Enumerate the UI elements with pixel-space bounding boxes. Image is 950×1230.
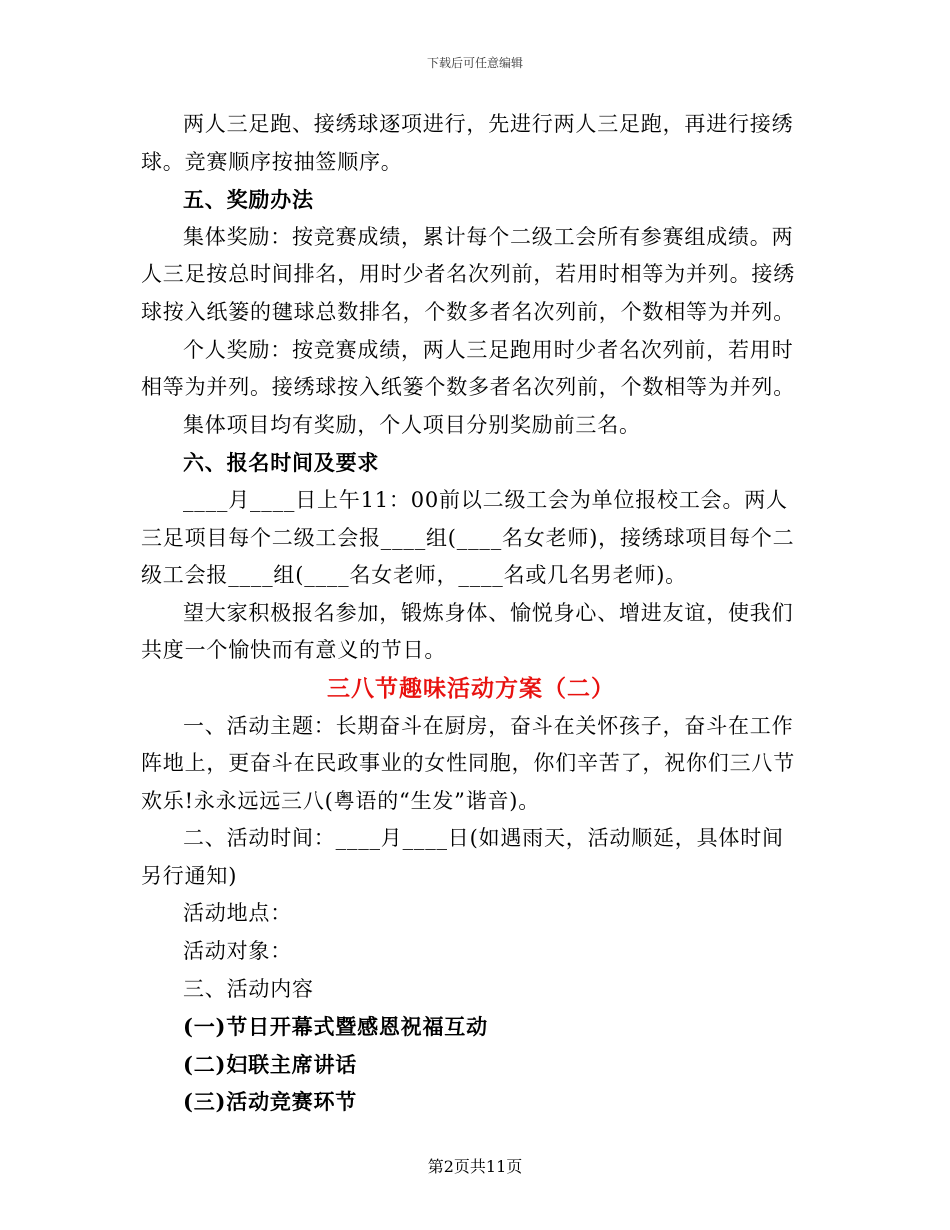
- page-header: 下载后可任意编辑: [426, 56, 523, 70]
- heading-activity-content: 三、活动内容: [183, 976, 314, 1001]
- paragraph-competition-order: 两人三足跑、接绣球逐项进行，先进行两人三足跑，再进行接绣球。竞赛顺序按抽签顺序。: [141, 112, 794, 174]
- paragraph-reward-summary: 集体项目均有奖励，个人项目分别奖励前三名。: [183, 412, 641, 437]
- heading-rewards: 五、奖励办法: [183, 187, 314, 213]
- item-chair-speech: (二)妇联主席讲话: [183, 1051, 358, 1077]
- page-footer: 第2页共11页: [427, 1157, 523, 1176]
- paragraph-activity-theme: 一、活动主题：长期奋斗在厨房，奋斗在关怀孩子，奋斗在工作阵地上，更奋斗在民政事业的女性同胞，你们辛苦了，祝你们三八节欢乐!永永远远三八(粤语的“生发”谐音)。: [141, 713, 795, 813]
- heading-registration: 六、报名时间及要求: [183, 450, 380, 476]
- paragraph-activity-audience: 活动对象：: [183, 939, 292, 964]
- item-competition: (三)活动竞赛环节: [183, 1089, 358, 1115]
- paragraph-activity-time: 二、活动时间：____月____日(如遇雨天，活动顺延，具体时间另行通知): [141, 826, 784, 888]
- item-opening-ceremony: (一)节日开幕式暨感恩祝福互动: [183, 1014, 488, 1040]
- paragraph-registration-details: ____月____日上午11：00前以二级工会为单位报校工会。两人三足项目每个二级工会报____组(____名女老师)，接绣球项目每个二级工会报____组(____名女老师，____名或几名男老师)。: [141, 487, 795, 588]
- paragraph-individual-reward: 个人奖励：按竞赛成绩，两人三足跑用时少者名次列前，若用时相等为并列。接绣球按入纸篓个数多者名次列前，个数相等为并列。: [141, 337, 795, 400]
- paragraph-invitation: 望大家积极报名参加，锻炼身体、愉悦身心、增进友谊，使我们共度一个愉快而有意义的节日。: [141, 600, 794, 663]
- paragraph-activity-location: 活动地点：: [183, 901, 292, 926]
- document-body: [141, 106, 801, 1121]
- paragraph-group-reward: 集体奖励：按竞赛成绩，累计每个二级工会所有参赛组成绩。两人三足按总时间排名，用时少者名次列前，若用时相等为并列。接绣球按入纸篓的毽球总数排名，个数多者名次列前，个数相等为并列。: [141, 224, 795, 324]
- section-title: 三八节趣味活动方案（二）: [327, 674, 615, 702]
